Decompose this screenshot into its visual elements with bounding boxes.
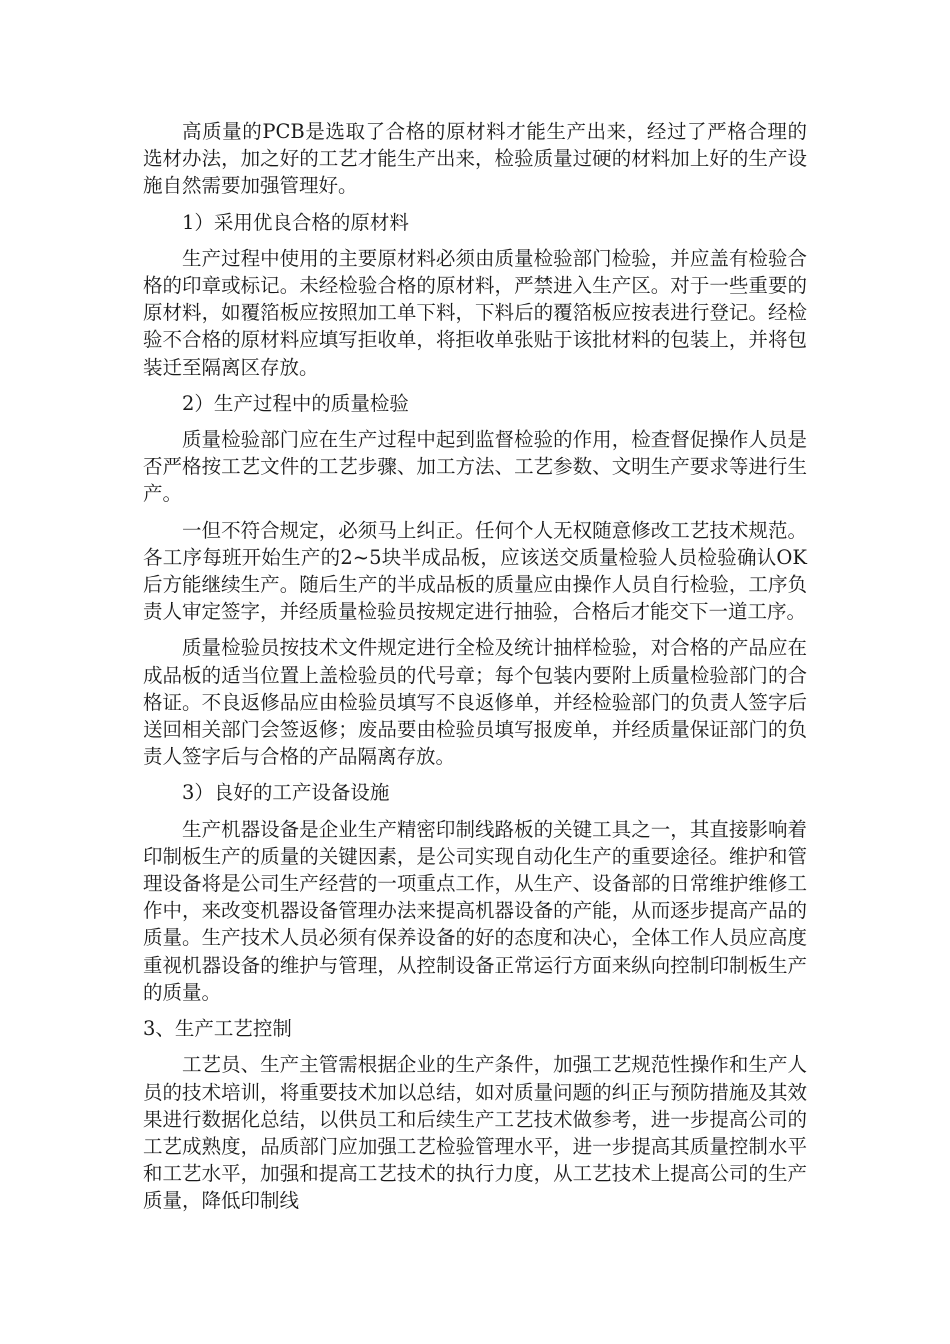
paragraph-process-inspection: 质量检验部门应在生产过程中起到监督检验的作用，检查督促操作人员是否严格按工艺文件的工艺步骤、加工方法、工艺参数、文明生产要求等进行生产。 [143,428,807,506]
paragraph-raw-materials: 生产过程中使用的主要原材料必须由质量检验部门检验，并应盖有检验合格的印章或标记。未经检验合格的原材料，严禁进入生产区。对于一些重要的原材料，如覆箔板应按照加工单下料，下料后的覆箔板应按表进行登记。经检验不合格的原材料应填写拒收单，将拒收单张贴于该批材料的包装上，并将包装迁至隔离区存放。 [143,246,807,379]
section-heading-process-control: 3、生产工艺控制 [143,1017,292,1041]
paragraph-process-control: 工艺员、生产主管需根据企业的生产条件，加强工艺规范性操作和生产人员的技术培训，将重要技术加以总结，如对质量问题的纠正与预防措施及其效果进行数据化总结，以供员工和后续生产工艺技术做参考，进一步提高公司的工艺成熟度，品质部门应加强工艺检验管理水平，进一步提高其质量控制水平和工艺水平，加强和提高工艺技术的执行力度，从工艺技术上提高公司的生产质量，降低印制线 [143,1053,807,1213]
paragraph-equipment: 生产机器设备是企业生产精密印制线路板的关键工具之一，其直接影响着印制板生产的质量的关键因素，是公司实现自动化生产的重要途径。维护和管理设备将是公司生产经营的一项重点工作，从生产、设备部的日常维护维修工作中，来改变机器设备管理办法来提高机器设备的产能，从而逐步提高产品的质量。生产技术人员必须有保养设备的好的态度和决心，全体工作人员应高度重视机器设备的维护与管理，从控制设备正常运行方面来纵向控制印制板生产的质量。 [143,817,807,1004]
paragraph-inspector: 质量检验员按技术文件规定进行全检及统计抽样检验，对合格的产品应在成品板的适当位置上盖检验员的代号章；每个包装内要附上质量检验部门的合格证。不良返修品应由检验员填写不良返修单，并经检验部门的负责人签字后送回相关部门会签返修；废品要由检验员填写报废单，并经质量保证部门的负责人签字后与合格的产品隔离存放。 [143,636,807,769]
document-body [143,118,807,1224]
paragraph-intro: 高质量的PCB是选取了合格的原材料才能生产出来，经过了严格合理的选材办法，加之好的工艺才能生产出来，检验质量过硬的材料加上好的生产设施自然需要加强管理好。 [143,120,807,198]
paragraph-correction: 一但不符合规定，必须马上纠正。任何个人无权随意修改工艺技术规范。各工序每班开始生产的2~5块半成品板，应该送交质量检验人员检验确认OK后方能继续生产。随后生产的半成品板的质量应由操作人员自行检验，工序负责人审定签字，并经质量检验员按规定进行抽验，合格后才能交下一道工序。 [143,518,807,624]
subheading-process-inspection: 2）生产过程中的质量检验 [182,391,409,415]
subheading-raw-materials: 1）采用优良合格的原材料 [182,210,409,234]
subheading-equipment: 3）良好的工产设备设施 [182,781,390,805]
